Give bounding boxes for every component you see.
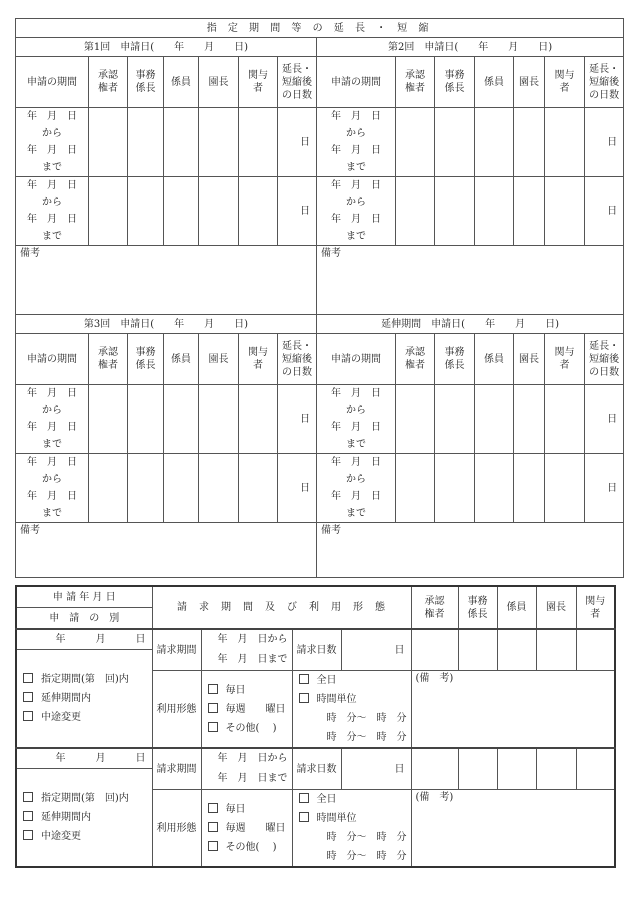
approval-stamp-cell[interactable] [435, 454, 475, 523]
column-header-line: 係員 [484, 76, 504, 88]
approval-stamp-cell[interactable] [89, 454, 128, 523]
usage-options [201, 790, 292, 868]
request-type-options [16, 650, 152, 749]
period-line: まで [42, 439, 62, 450]
column-header [128, 334, 164, 385]
option-label: 指定期間(第 回)内 [41, 674, 129, 685]
column-header [16, 57, 89, 108]
column-header-line: 係長 [135, 83, 156, 94]
checkbox-icon[interactable] [23, 711, 33, 721]
notes-cell[interactable]: 備考 [317, 246, 624, 315]
approval-stamp-cell[interactable] [435, 108, 475, 177]
column-header-line: 園長 [208, 353, 229, 365]
approval-stamp-cell[interactable] [514, 177, 545, 246]
period-line: まで [42, 162, 62, 173]
usage-option[interactable] [202, 681, 292, 700]
column-header [239, 57, 278, 108]
column-header [128, 57, 164, 108]
usage-option[interactable] [202, 838, 292, 857]
column-header-line: 申請の期間 [27, 76, 77, 88]
column-header [585, 57, 624, 108]
time-range[interactable]: 時 分～ 時 分 [326, 851, 407, 862]
column-header [545, 57, 585, 108]
column-header [164, 334, 199, 385]
column-header [89, 57, 128, 108]
column-header-line: 申請の期間 [331, 76, 381, 88]
checkbox-icon[interactable] [299, 693, 309, 703]
approver-header-line: 事務 [467, 595, 488, 607]
option-label: 中途変更 [41, 831, 81, 842]
checkbox-icon[interactable] [208, 684, 218, 694]
days-cell[interactable]: 日 [278, 454, 317, 523]
option-label: 毎週 曜日 [225, 822, 286, 834]
usage-label: 利用形態 [152, 671, 201, 749]
approval-stamp-cell[interactable] [396, 177, 435, 246]
column-header [396, 57, 435, 108]
request-period-label: 請求期間 [152, 629, 201, 671]
column-header-line: 係長 [444, 360, 465, 371]
request-type-option[interactable] [17, 789, 152, 808]
column-header-line: 権者 [98, 360, 118, 371]
form-title: 指 定 期 間 等 の 延 長 ・ 短 縮 [16, 19, 624, 38]
period-line: 年 月 日 [331, 145, 381, 156]
column-header-line: 関与 [248, 70, 268, 81]
request-days-label: 請求日数 [292, 748, 341, 790]
column-header-line: 関与 [554, 70, 575, 81]
period-line: から [346, 197, 366, 208]
column-header-line: の日数 [589, 366, 620, 378]
column-header-line: 承認 [98, 347, 118, 358]
column-header [396, 334, 435, 385]
approval-stamp-cell[interactable] [576, 629, 615, 671]
approval-stamp-cell[interactable] [545, 177, 585, 246]
column-header [89, 334, 128, 385]
time-range[interactable]: 時 分～ 時 分 [326, 732, 407, 743]
usage-option[interactable] [202, 719, 292, 738]
checkbox-icon[interactable] [23, 830, 33, 840]
approval-stamp-cell[interactable] [396, 454, 435, 523]
usage-option[interactable] [202, 800, 292, 819]
section-header: 延伸期間 申請日( 年 月 日) [317, 315, 624, 334]
column-header [199, 334, 239, 385]
approver-header-line: 承認 [424, 595, 445, 607]
request-type-option[interactable] [17, 689, 152, 708]
period-line: 年 月 日 [331, 457, 381, 468]
usage-options [201, 671, 292, 749]
column-header [317, 57, 396, 108]
request-days-value[interactable]: 日 [341, 748, 411, 790]
column-header-line: 申請の期間 [331, 353, 381, 365]
period-line: から [42, 128, 62, 139]
time-options [292, 790, 411, 868]
checkbox-icon[interactable] [23, 673, 33, 683]
request-days-label: 請求日数 [292, 629, 341, 671]
approval-stamp-cell[interactable] [128, 454, 164, 523]
notes-cell[interactable]: 備考 [16, 246, 317, 315]
approval-stamp-cell[interactable] [497, 748, 536, 790]
from-date[interactable]: 年 月 日から [217, 634, 288, 645]
column-header [199, 57, 239, 108]
approver-header-line: 関与 [585, 595, 606, 607]
approval-stamp-cell[interactable] [514, 385, 545, 454]
option-label: 延伸期間内 [41, 693, 91, 704]
option-label: 全日 [316, 794, 337, 805]
time-option[interactable] [293, 690, 411, 709]
column-header-line: 園長 [519, 353, 539, 365]
checkbox-icon[interactable] [299, 674, 309, 684]
column-header-line: 延長・ [589, 63, 620, 75]
period-line: 年 月 日 [27, 422, 77, 433]
period-cell [317, 385, 396, 454]
column-header [317, 334, 396, 385]
option-label: 時間単位 [316, 694, 357, 705]
approval-stamp-cell[interactable] [164, 385, 199, 454]
header-request-date: 申 請 年 月 日 [16, 586, 152, 608]
time-range[interactable]: 時 分～ 時 分 [326, 832, 407, 843]
column-header-line: 申請の期間 [27, 353, 77, 365]
notes-cell[interactable]: 備考 [16, 523, 317, 578]
approval-stamp-cell[interactable] [411, 629, 458, 671]
column-header-line: 者 [253, 83, 263, 94]
period-line: 年 月 日 [331, 388, 381, 399]
period-line: 年 月 日 [27, 457, 77, 468]
period-line: まで [346, 162, 366, 173]
checkbox-icon[interactable] [23, 792, 33, 802]
period-line: 年 月 日 [331, 422, 381, 433]
period-line: から [346, 474, 366, 485]
checkbox-icon[interactable] [299, 793, 309, 803]
period-line: まで [346, 231, 366, 242]
option-label: その他( ) [225, 841, 277, 853]
approval-stamp-cell[interactable] [411, 748, 458, 790]
approval-stamp-cell[interactable] [514, 108, 545, 177]
column-header [514, 57, 545, 108]
period-line: 年 月 日 [27, 145, 77, 156]
approver-header [536, 586, 576, 629]
checkbox-icon[interactable] [208, 722, 218, 732]
period-line: から [42, 197, 62, 208]
request-type-options [16, 769, 152, 868]
approval-stamp-cell[interactable] [475, 385, 514, 454]
approval-stamp-cell[interactable] [199, 385, 239, 454]
period-line: から [42, 474, 62, 485]
request-period-dates [201, 629, 292, 671]
usage-option[interactable] [202, 819, 292, 838]
column-header-line: 権者 [405, 360, 425, 371]
column-header [164, 57, 199, 108]
approver-header [497, 586, 536, 629]
column-header-line: の日数 [282, 89, 312, 101]
approval-stamp-cell[interactable] [545, 454, 585, 523]
column-header [514, 334, 545, 385]
column-header-line: 関与 [248, 347, 268, 358]
approver-header-line: 権者 [424, 608, 445, 620]
checkbox-icon[interactable] [208, 703, 218, 713]
period-cell [317, 177, 396, 246]
from-date[interactable]: 年 月 日から [217, 753, 288, 764]
option-label: その他( ) [225, 722, 277, 734]
header-request-type: 申 請 の 別 [16, 608, 152, 630]
approval-stamp-cell[interactable] [435, 385, 475, 454]
period-cell [16, 177, 89, 246]
period-line: 年 月 日 [27, 214, 77, 225]
approval-stamp-cell[interactable] [396, 385, 435, 454]
option-label: 時間単位 [316, 813, 357, 824]
approval-stamp-cell[interactable] [458, 748, 497, 790]
section-header: 第3回 申請日( 年 月 日) [16, 315, 317, 334]
days-cell[interactable]: 日 [585, 385, 624, 454]
column-header-line: 短縮後 [589, 353, 620, 365]
column-header-line: 事務 [444, 347, 465, 358]
column-header [475, 334, 514, 385]
time-option[interactable] [293, 809, 411, 828]
period-line: 年 月 日 [331, 214, 381, 225]
checkbox-icon[interactable] [208, 803, 218, 813]
period-line: から [42, 405, 62, 416]
extension-shortening-table [15, 18, 624, 578]
period-cell [317, 108, 396, 177]
approver-header-line: 係員 [506, 602, 527, 613]
notes-cell[interactable]: 備考 [317, 523, 624, 578]
column-header-line: 園長 [519, 76, 539, 88]
approval-stamp-cell[interactable] [545, 108, 585, 177]
approval-stamp-cell[interactable] [164, 177, 199, 246]
column-header-line: の日数 [589, 89, 620, 101]
column-header-line: 短縮後 [282, 76, 312, 88]
column-header-line: 権者 [98, 83, 118, 94]
checkbox-icon[interactable] [208, 822, 218, 832]
approval-stamp-cell[interactable] [536, 748, 576, 790]
column-header-line: 係長 [444, 83, 465, 94]
period-cell [16, 454, 89, 523]
days-cell[interactable]: 日 [585, 177, 624, 246]
usage-label: 利用形態 [152, 790, 201, 868]
option-label: 指定期間(第 回)内 [41, 793, 129, 804]
column-header [278, 334, 317, 385]
time-option[interactable] [293, 790, 411, 809]
approval-stamp-cell[interactable] [239, 385, 278, 454]
period-cell [16, 385, 89, 454]
column-header [475, 57, 514, 108]
column-header-line: 関与 [554, 347, 575, 358]
notes-cell[interactable]: (備 考) [411, 671, 615, 749]
approval-stamp-cell[interactable] [475, 108, 514, 177]
days-cell[interactable]: 日 [278, 177, 317, 246]
column-header-line: 係員 [171, 353, 191, 365]
approval-stamp-cell[interactable] [164, 108, 199, 177]
approval-stamp-cell[interactable] [475, 177, 514, 246]
column-header-line: 延長・ [282, 340, 312, 352]
approver-header-line: 係長 [467, 608, 488, 620]
column-header-line: 事務 [444, 70, 465, 81]
column-header-line: の日数 [282, 366, 312, 378]
column-header-line: 係員 [171, 76, 191, 88]
period-line: まで [42, 231, 62, 242]
column-header-line: 事務 [135, 70, 156, 81]
approver-header [458, 586, 497, 629]
request-type-option[interactable] [17, 808, 152, 827]
days-cell[interactable]: 日 [278, 385, 317, 454]
approval-stamp-cell[interactable] [199, 108, 239, 177]
approval-stamp-cell[interactable] [396, 108, 435, 177]
approval-stamp-cell[interactable] [164, 454, 199, 523]
column-header-line: 短縮後 [589, 76, 620, 88]
days-cell[interactable]: 日 [585, 108, 624, 177]
column-header-line: 事務 [135, 347, 156, 358]
period-line: 年 月 日 [331, 491, 381, 502]
option-label: 延伸期間内 [41, 812, 91, 823]
approval-stamp-cell[interactable] [199, 454, 239, 523]
approval-stamp-cell[interactable] [199, 177, 239, 246]
days-cell[interactable]: 日 [585, 454, 624, 523]
approver-header-line: 園長 [546, 602, 566, 613]
period-cell [16, 108, 89, 177]
checkbox-icon[interactable] [208, 841, 218, 851]
approver-header [411, 586, 458, 629]
approval-stamp-cell[interactable] [128, 177, 164, 246]
column-header-line: 者 [559, 83, 570, 94]
time-option[interactable] [293, 671, 411, 690]
to-date[interactable]: 年 月 日まで [217, 773, 288, 784]
period-line: 年 月 日 [27, 180, 77, 191]
approval-stamp-cell[interactable] [128, 108, 164, 177]
column-header [545, 334, 585, 385]
option-label: 毎日 [225, 684, 246, 696]
approval-stamp-cell[interactable] [435, 177, 475, 246]
period-cell [317, 454, 396, 523]
column-header [585, 334, 624, 385]
column-header [278, 57, 317, 108]
option-label: 毎日 [225, 803, 246, 815]
checkbox-icon[interactable] [23, 692, 33, 702]
request-period-dates [201, 748, 292, 790]
period-line: 年 月 日 [27, 491, 77, 502]
column-header-line: 係長 [135, 360, 156, 371]
request-date[interactable]: 年 月 日 [16, 748, 152, 769]
request-days-value[interactable]: 日 [341, 629, 411, 671]
column-header-line: 園長 [208, 76, 229, 88]
approval-stamp-cell[interactable] [239, 454, 278, 523]
checkbox-icon[interactable] [23, 811, 33, 821]
period-line: まで [346, 508, 366, 519]
column-header-line: 承認 [405, 347, 425, 358]
column-header [435, 57, 475, 108]
approval-stamp-cell[interactable] [239, 108, 278, 177]
option-label: 毎週 曜日 [225, 703, 286, 715]
period-line: まで [42, 508, 62, 519]
request-table [15, 585, 616, 868]
column-header-line: 者 [253, 360, 263, 371]
approval-stamp-cell[interactable] [536, 629, 576, 671]
column-header [16, 334, 89, 385]
checkbox-icon[interactable] [299, 812, 309, 822]
approval-stamp-cell[interactable] [89, 177, 128, 246]
column-header-line: 権者 [405, 83, 425, 94]
period-line: から [346, 405, 366, 416]
days-cell[interactable]: 日 [278, 108, 317, 177]
approval-stamp-cell[interactable] [128, 385, 164, 454]
approval-stamp-cell[interactable] [239, 177, 278, 246]
approver-header-line: 者 [590, 608, 601, 620]
notes-cell[interactable]: (備 考) [411, 790, 615, 868]
approval-stamp-cell[interactable] [497, 629, 536, 671]
period-line: 年 月 日 [331, 111, 381, 122]
column-header [435, 334, 475, 385]
column-header [239, 334, 278, 385]
column-header-line: 承認 [405, 70, 425, 81]
option-label: 中途変更 [41, 712, 81, 723]
column-header-line: 承認 [98, 70, 118, 81]
to-date[interactable]: 年 月 日まで [217, 654, 288, 665]
request-type-option[interactable] [17, 827, 152, 846]
approval-stamp-cell[interactable] [89, 385, 128, 454]
column-header-line: 延長・ [282, 63, 312, 75]
request-type-option[interactable] [17, 708, 152, 727]
period-line: まで [346, 439, 366, 450]
option-label: 全日 [316, 675, 337, 686]
approval-stamp-cell[interactable] [545, 385, 585, 454]
column-header-line: 係員 [484, 353, 504, 365]
request-date[interactable]: 年 月 日 [16, 629, 152, 650]
approval-stamp-cell[interactable] [89, 108, 128, 177]
section-header: 第1回 申請日( 年 月 日) [16, 38, 317, 57]
column-header-line: 延長・ [589, 340, 620, 352]
approval-stamp-cell[interactable] [458, 629, 497, 671]
period-line: 年 月 日 [27, 111, 77, 122]
request-type-option[interactable] [17, 670, 152, 689]
period-line: 年 月 日 [331, 180, 381, 191]
time-range[interactable]: 時 分～ 時 分 [326, 713, 407, 724]
column-header-line: 者 [559, 360, 570, 371]
approval-stamp-cell[interactable] [576, 748, 615, 790]
time-options [292, 671, 411, 749]
request-period-label: 請求期間 [152, 748, 201, 790]
period-line: 年 月 日 [27, 388, 77, 399]
approval-stamp-cell[interactable] [475, 454, 514, 523]
section-header: 第2回 申請日( 年 月 日) [317, 38, 624, 57]
approver-header [576, 586, 615, 629]
usage-option[interactable] [202, 700, 292, 719]
approval-stamp-cell[interactable] [514, 454, 545, 523]
column-header-line: 短縮後 [282, 353, 312, 365]
header-request-period: 請 求 期 間 及 び 利 用 形 態 [152, 586, 411, 629]
period-line: から [346, 128, 366, 139]
